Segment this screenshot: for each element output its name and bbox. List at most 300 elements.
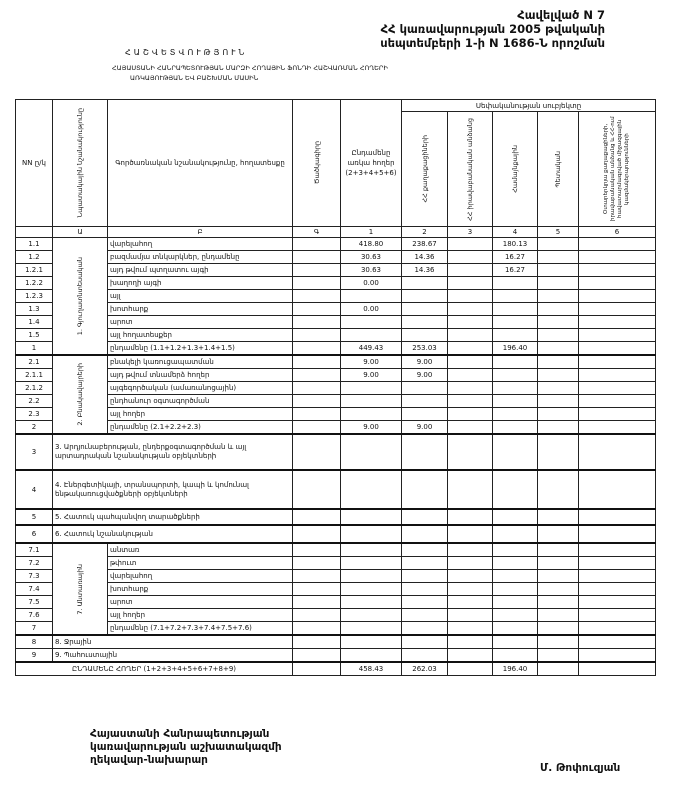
row-value [493,570,538,583]
table-row [16,570,656,583]
row-value [493,557,538,570]
table-row [16,264,656,277]
grand-total-row [16,662,656,676]
row-label: ընդամենը (2.1+2.2+2.3) [108,421,293,435]
column-number-cell [16,227,53,238]
row-value: 30.63 [341,264,402,277]
table-row [16,382,656,395]
row-value: 238.67 [402,238,448,251]
row-code [293,329,341,342]
table-row [16,557,656,570]
row-number: 1.1 [16,238,53,251]
subtitle-line: ԱՌԿԱՅՈՒԹՅԱՆ ԵՎ ԲԱՇԽՄԱՆ ՄԱՍԻՆ [130,74,259,82]
row-value [493,395,538,408]
row-value [579,622,656,636]
row-label: 8. Ջրային [53,635,293,649]
row-number: 1.3 [16,303,53,316]
table-row [16,408,656,421]
row-value [579,470,656,509]
row-value [402,596,448,609]
row-value [448,382,493,395]
row-code [293,570,341,583]
row-value: 9.00 [341,421,402,435]
row-value [493,290,538,303]
row-value [341,408,402,421]
column-number-cell: Գ [293,227,341,238]
row-value [493,543,538,557]
row-value [448,525,493,543]
row-value [579,342,656,356]
row-value [579,434,656,470]
table-row [16,543,656,557]
appendix-number: Հավելված N 7 [517,8,605,22]
col-header-functional: Գործառնական նշանակությունը, հողատեսքը [108,100,293,227]
row-value [448,470,493,509]
appendix-header [380,8,605,50]
row-value [579,557,656,570]
row-value: 9.00 [402,355,448,369]
row-value [538,583,579,596]
col-header-c2: ՀՀ քաղաքացիների [402,112,448,227]
row-value [579,369,656,382]
row-number: 1.2.1 [16,264,53,277]
grand-total-label: ԸՆԴԱՄԵՆԸ ՀՈՂԵՐ (1+2+3+4+5+6+7+8+9) [16,662,293,676]
row-value: 418.80 [341,238,402,251]
row-number: 2.2 [16,395,53,408]
table-row [16,329,656,342]
row-code [293,264,341,277]
row-label: ընդամենը (1.1+1.2+1.3+1.4+1.5) [108,342,293,356]
row-value [493,382,538,395]
row-value [341,290,402,303]
row-label: այլ հողեր [108,609,293,622]
row-number: 7.6 [16,609,53,622]
row-label: այդ թվում պտղատու այգի [108,264,293,277]
row-label: արոտ [108,316,293,329]
row-value [341,557,402,570]
row-value [402,583,448,596]
row-value [579,408,656,421]
row-value [448,408,493,421]
row-value [341,329,402,342]
row-value [448,649,493,663]
land-report-table [15,99,656,676]
signatory-title-line: կառավարության աշխատակազմի [90,741,282,753]
row-value [341,525,402,543]
column-number-cell: 6 [579,227,656,238]
row-value [493,329,538,342]
signatory-name: Մ. Թոփուզյան [540,762,621,774]
table-row [16,583,656,596]
row-value [341,570,402,583]
table-row [16,509,656,525]
row-number: 2.3 [16,408,53,421]
row-code [293,649,341,663]
row-value [538,277,579,290]
row-code [293,543,341,557]
row-value [579,303,656,316]
row-value [493,649,538,663]
row-value [538,635,579,649]
row-label: այլ [108,290,293,303]
row-value [538,570,579,583]
table-row [16,421,656,435]
row-value [538,543,579,557]
row-value [448,421,493,435]
decree-line: ՀՀ կառավարության 2005 թվականի [380,22,605,36]
row-code [293,525,341,543]
row-value [579,290,656,303]
row-label: այդ թվում տնամերձ հողեր [108,369,293,382]
row-code [293,609,341,622]
col-header-ownership: Սեփականության սուբյեկտը [402,100,656,112]
row-value [493,277,538,290]
table-row [16,649,656,663]
row-value [402,303,448,316]
row-value [538,421,579,435]
col-header-purpose: Նպատակային նշանակությունը [53,100,108,227]
row-value [493,303,538,316]
row-number: 9 [16,649,53,663]
column-number-cell: 3 [448,227,493,238]
row-code [293,622,341,636]
row-value [493,596,538,609]
row-value [402,434,448,470]
row-value [341,609,402,622]
row-value: 0.00 [341,303,402,316]
document-subtitle [112,63,388,83]
row-value [579,570,656,583]
row-value [341,596,402,609]
row-value [579,421,656,435]
row-code [293,316,341,329]
signatory-title-line: ղեկավար-նախարար [90,754,208,766]
row-value [538,408,579,421]
column-number-row [16,227,656,238]
row-number: 2.1 [16,355,53,369]
column-number-cell: Ա [53,227,108,238]
row-value: 196.40 [493,342,538,356]
row-value [493,525,538,543]
row-value [579,355,656,369]
row-number: 7.5 [16,596,53,609]
table-row [16,635,656,649]
row-code [293,557,341,570]
decree-date-line: սեպտեմբերի 1-ի N 1686-Ն որոշման [380,36,605,50]
column-number-cell: 5 [538,227,579,238]
row-value [402,557,448,570]
row-value [493,635,538,649]
row-number: 1.2.3 [16,290,53,303]
row-label: բնակելի կառուցապատման [108,355,293,369]
row-value [448,395,493,408]
row-value [538,290,579,303]
row-number: 7.1 [16,543,53,557]
row-value [341,635,402,649]
row-value [579,596,656,609]
row-number: 2.1.1 [16,369,53,382]
grand-total-value: 458.43 [341,662,402,676]
row-value [493,609,538,622]
row-value [341,316,402,329]
row-number: 7.4 [16,583,53,596]
row-code [293,251,341,264]
table-row [16,596,656,609]
row-label: այգեգործական (ամառանոցային) [108,382,293,395]
row-code [293,382,341,395]
row-value [402,277,448,290]
row-number: 5 [16,509,53,525]
table-row [16,609,656,622]
col-header-nn: NN ը/կ [16,100,53,227]
signatory-title [90,728,282,767]
row-label: խաղողի այգի [108,277,293,290]
row-value [493,583,538,596]
row-value [402,395,448,408]
group-label [53,238,108,356]
row-value [538,609,579,622]
row-value [538,264,579,277]
table-row [16,622,656,636]
row-value: 30.63 [341,251,402,264]
row-value [579,649,656,663]
row-value [538,329,579,342]
row-value: 9.00 [341,369,402,382]
row-value [579,609,656,622]
row-value [341,382,402,395]
row-label: վարելահող [108,238,293,251]
row-value [402,635,448,649]
row-value [579,525,656,543]
row-value [493,316,538,329]
group-label [53,355,108,434]
table-row [16,303,656,316]
row-value [493,434,538,470]
column-number-cell: 4 [493,227,538,238]
table-row [16,369,656,382]
row-value [448,251,493,264]
row-value [402,649,448,663]
row-code [293,238,341,251]
row-value [448,557,493,570]
row-value: 0.00 [341,277,402,290]
row-value: 9.00 [402,421,448,435]
row-value [579,543,656,557]
row-value [448,509,493,525]
row-value [579,238,656,251]
group-label [53,543,108,635]
row-code [293,596,341,609]
document-title: ՀԱՇՎԵՏՎՈՒԹՅՈՒՆ [125,48,248,57]
row-value [341,395,402,408]
table-row [16,395,656,408]
row-value [402,622,448,636]
row-value [579,583,656,596]
col-header-c4: Համայնքային [493,112,538,227]
row-value [448,264,493,277]
row-value [402,290,448,303]
row-label: ընդամենը (7.1+7.2+7.3+7.4+7.5+7.6) [108,622,293,636]
row-value [493,369,538,382]
table-row [16,342,656,356]
row-value [448,238,493,251]
row-code [293,509,341,525]
row-value [448,570,493,583]
row-code [293,421,341,435]
row-value [402,525,448,543]
row-value [493,470,538,509]
row-value [448,290,493,303]
row-label: այլ հողատեսքեր [108,329,293,342]
row-value [341,543,402,557]
row-value [538,355,579,369]
row-number: 4 [16,470,53,509]
row-value [493,509,538,525]
row-number: 2 [16,421,53,435]
row-value [538,303,579,316]
column-number-cell: 2 [402,227,448,238]
row-number: 1.2.2 [16,277,53,290]
row-value [448,277,493,290]
row-value [448,369,493,382]
row-code [293,290,341,303]
table-row [16,470,656,509]
row-label: այլ հողեր [108,408,293,421]
row-value [448,635,493,649]
row-number: 1.2 [16,251,53,264]
col-header-total: Ընդամենը առկա հողեր (2+3+4+5+6) [341,100,402,227]
row-number: 3 [16,434,53,470]
row-value [402,316,448,329]
row-code [293,470,341,509]
row-number: 8 [16,635,53,649]
row-value [341,470,402,509]
table-row [16,434,656,470]
row-value [579,251,656,264]
row-value [448,622,493,636]
row-value [341,434,402,470]
col-header-code: Ծածկագիրը [293,100,341,227]
row-number: 1.5 [16,329,53,342]
row-value [538,434,579,470]
table-row [16,251,656,264]
grand-total-value [448,662,493,676]
row-value [538,596,579,609]
row-value [579,277,656,290]
row-value [493,622,538,636]
row-code [293,662,341,676]
row-label: 5. Հատուկ պահպանվող տարածքների [53,509,293,525]
row-value [448,329,493,342]
row-value [579,329,656,342]
row-value: 9.00 [341,355,402,369]
row-value [448,596,493,609]
row-label: 3. Արդյունաբերության, ընդերքօգտագործման և այլ արտադրական նշանակության օբյեկտների [53,434,293,470]
table-row [16,316,656,329]
row-number: 7 [16,622,53,636]
row-number: 1 [16,342,53,356]
row-value: 16.27 [493,251,538,264]
row-value: 16.27 [493,264,538,277]
subtitle-line: ՀԱՅԱՍՏԱՆԻ ՀԱՆՐԱՊԵՏՈՒԹՅԱՆ ՄԱՐԶԻ ՀՈՂԱՅԻՆ ՖՈՆԴԻ ՀԱՇՎԱՌՄԱՆ ՀՈՂԵՐԻ [112,64,388,72]
row-value [538,342,579,356]
row-value: 253.03 [402,342,448,356]
row-value [341,509,402,525]
row-label: խոտհարք [108,303,293,316]
row-number: 2.1.2 [16,382,53,395]
row-code [293,434,341,470]
row-value [538,316,579,329]
row-value: 180.13 [493,238,538,251]
group-label-text: 7. Անտառային [76,563,84,615]
row-label: բազմամյա տնկարկներ, ընդամենը [108,251,293,264]
row-value [538,509,579,525]
row-code [293,395,341,408]
row-label: թփուտ [108,557,293,570]
row-label: խոտհարք [108,583,293,596]
group-label-text: 1. Գյուղատնտեսական [76,256,84,336]
table-row [16,277,656,290]
group-label-text: 2. Բնակավայրերի [76,363,84,426]
row-value [448,355,493,369]
row-label: արոտ [108,596,293,609]
row-value [579,635,656,649]
row-value [402,543,448,557]
row-value [538,525,579,543]
signatory-title-line: Հայաստանի Հանրապետության [90,728,270,740]
row-code [293,369,341,382]
row-value [448,316,493,329]
row-value [448,543,493,557]
row-label: 4. Էներգետիկայի, տրանսպորտի, կապի և կոմունալ ենթակառուցվածքների օբյեկտների [53,470,293,509]
row-value [448,583,493,596]
row-label: վարելահող [108,570,293,583]
row-value [448,609,493,622]
row-value [341,649,402,663]
row-value [493,408,538,421]
row-value [579,509,656,525]
row-value [579,264,656,277]
table-row [16,525,656,543]
table-row [16,290,656,303]
row-value [538,557,579,570]
row-value [402,609,448,622]
row-value [493,421,538,435]
row-value [538,649,579,663]
row-code [293,355,341,369]
row-value [579,316,656,329]
grand-total-value: 262.03 [402,662,448,676]
row-label: 9. Պահուստային [53,649,293,663]
row-value [538,382,579,395]
row-value [448,434,493,470]
row-value [448,303,493,316]
row-code [293,635,341,649]
row-value [538,395,579,408]
row-value [402,470,448,509]
row-value [402,408,448,421]
row-code [293,303,341,316]
row-value: 14.36 [402,264,448,277]
row-value [341,622,402,636]
row-value: 9.00 [402,369,448,382]
row-value [341,583,402,596]
grand-total-value [579,662,656,676]
row-value [402,382,448,395]
row-code [293,277,341,290]
col-header-c3: ՀՀ իրավաբանական անձանց [448,112,493,227]
row-value [538,369,579,382]
